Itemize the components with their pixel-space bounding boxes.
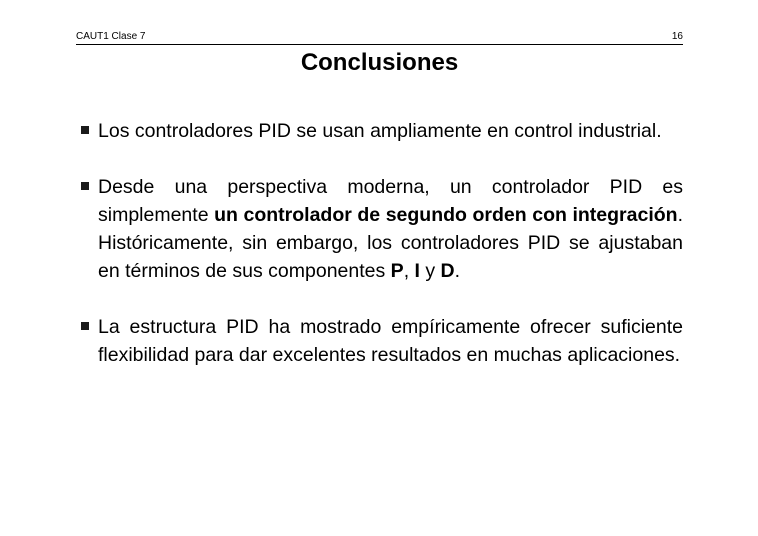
square-bullet-icon — [81, 182, 89, 190]
bullet-text — [98, 117, 683, 145]
square-bullet-icon — [81, 126, 89, 134]
page-number: 16 — [671, 31, 683, 42]
text-run: Los controladores PID se usan ampliamente en control industrial. — [98, 120, 662, 142]
course-label: CAUT1 Clase 7 — [76, 31, 146, 42]
bullet-list — [76, 117, 683, 397]
text-run: , — [403, 260, 415, 282]
bullet-text — [98, 173, 683, 285]
bullet-item — [76, 313, 683, 369]
slide-header — [76, 30, 683, 44]
bold-phrase: P — [390, 260, 404, 282]
bold-phrase: I — [414, 260, 420, 282]
bullet-item — [76, 173, 683, 285]
bullet-text — [98, 313, 683, 369]
text-run: La estructura PID ha mostrado empíricamente ofrecer suficiente flexibilidad para dar excelentes resultados en muchas aplicaciones. — [98, 316, 683, 366]
text-run: y — [419, 260, 441, 282]
text-run: . — [454, 260, 461, 282]
square-bullet-icon — [81, 322, 89, 330]
text-run: . Históricamente, sin embargo, los controladores PID se ajustaban en términos de sus componentes — [98, 204, 683, 282]
slide-title: Conclusiones — [300, 49, 459, 76]
text-run: Desde una perspectiva moderna, un controlador PID es simplemente — [98, 176, 683, 226]
bullet-item — [76, 117, 683, 145]
bold-phrase: un controlador de segundo orden con integración — [214, 204, 678, 226]
bold-phrase: D — [440, 260, 455, 282]
header-divider — [76, 44, 683, 45]
